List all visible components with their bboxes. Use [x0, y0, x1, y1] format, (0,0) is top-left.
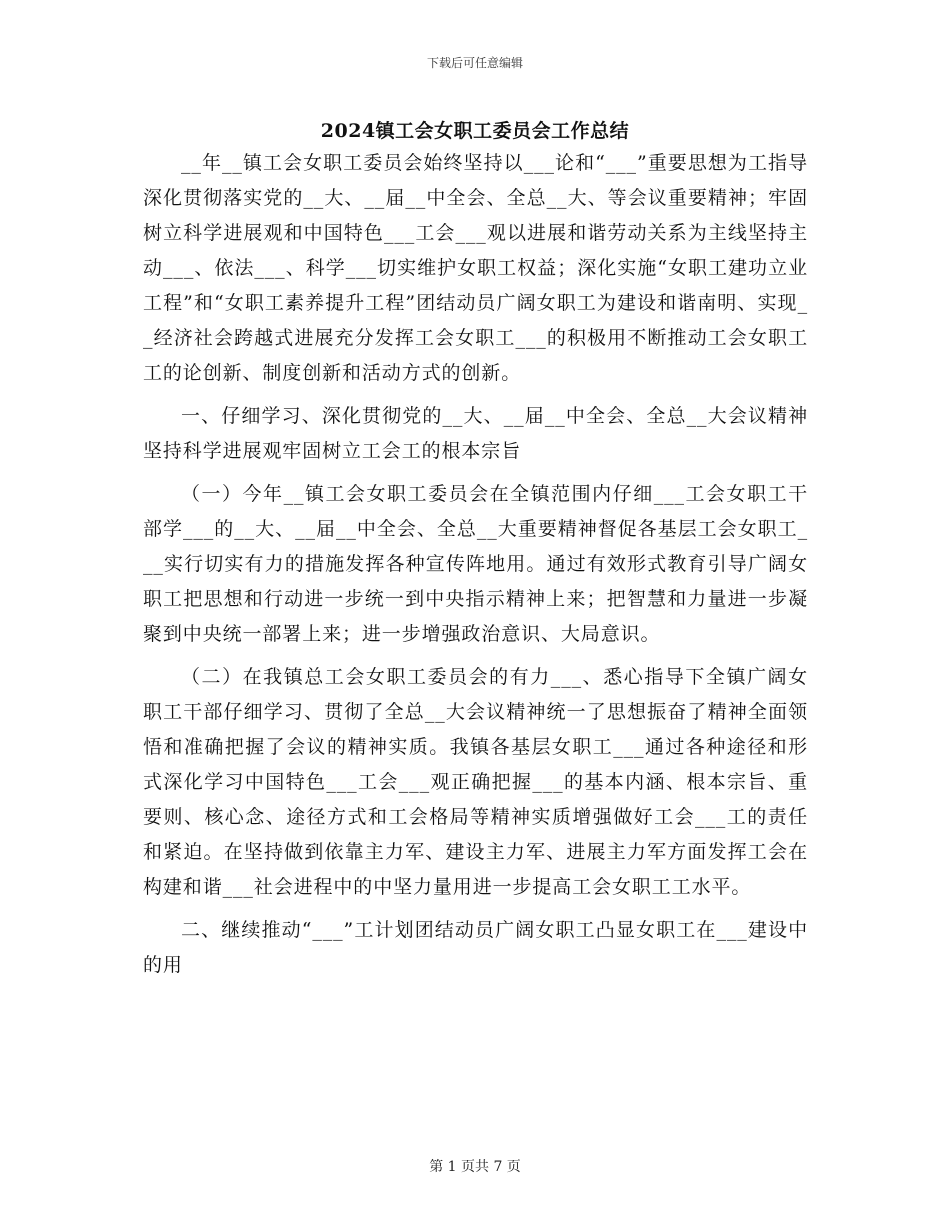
- section-two-heading: 二、继续推动“___”工计划团结动员广阔女职工凸显女职工在___建设中的用: [143, 919, 808, 976]
- intro-paragraph: __年__镇工会女职工委员会始终坚持以___论和“___”重要思想为工指导深化贯彻落实党的__大、__届__中全会、全总__大、等会议重要精神；牢固树立科学进展观和中国特色___工会___观以进展和谐劳动关系为主线坚持主动___、依法___、科学___切实维护女职工权益；深化实施“女职工建功立业工程”和“女职工素养提升工程”团结动员广阔女职工为建设和谐南明、实现__经济社会跨越式进展充分发挥工会女职工___的积极用不断推动工会女职工工的论创新、制度创新和活动方式的创新。: [143, 152, 808, 384]
- page-number: 第 1 页共 7 页: [429, 1159, 521, 1175]
- document-title: 2024镇工会女职工委员会工作总结: [320, 120, 630, 142]
- document-body: [143, 146, 808, 983]
- section-one-item-two: （二）在我镇总工会女职工委员会的有力___、悉心指导下全镇广阔女职工干部仔细学习、贯彻了全总__大会议精神统一了思想振奋了精神全面领悟和准确把握了会议的精神实质。我镇各基层女职工___通过各种途径和形式深化学习中国特色___工会___观正确把握___的基本内涵、根本宗旨、重要则、核心念、途径方式和工会格局等精神实质增强做好工会___工的责任和紧迫。在坚持做到依靠主力军、建设主力军、进展主力军方面发挥工会在构建和谐___社会进程中的中坚力量用进一步提高工会女职工工水平。: [143, 666, 808, 898]
- section-one-heading: 一、仔细学习、深化贯彻党的__大、__届__中全会、全总__大会议精神坚持科学进展观牢固树立工会工的根本宗旨: [143, 405, 808, 462]
- page-header-note: 下载后可任意编辑: [426, 56, 523, 70]
- section-one-item-one: （一）今年__镇工会女职工委员会在全镇范围内仔细___工会女职工干部学___的__大、__届__中全会、全总__大重要精神督促各基层工会女职工___实行切实有力的措施发挥各种宣传阵地用。通过有效形式教育引导广阔女职工把思想和行动进一步统一到中央指示精神上来；把智慧和力量进一步凝聚到中央统一部署上来；进一步增强政治意识、大局意识。: [143, 483, 808, 645]
